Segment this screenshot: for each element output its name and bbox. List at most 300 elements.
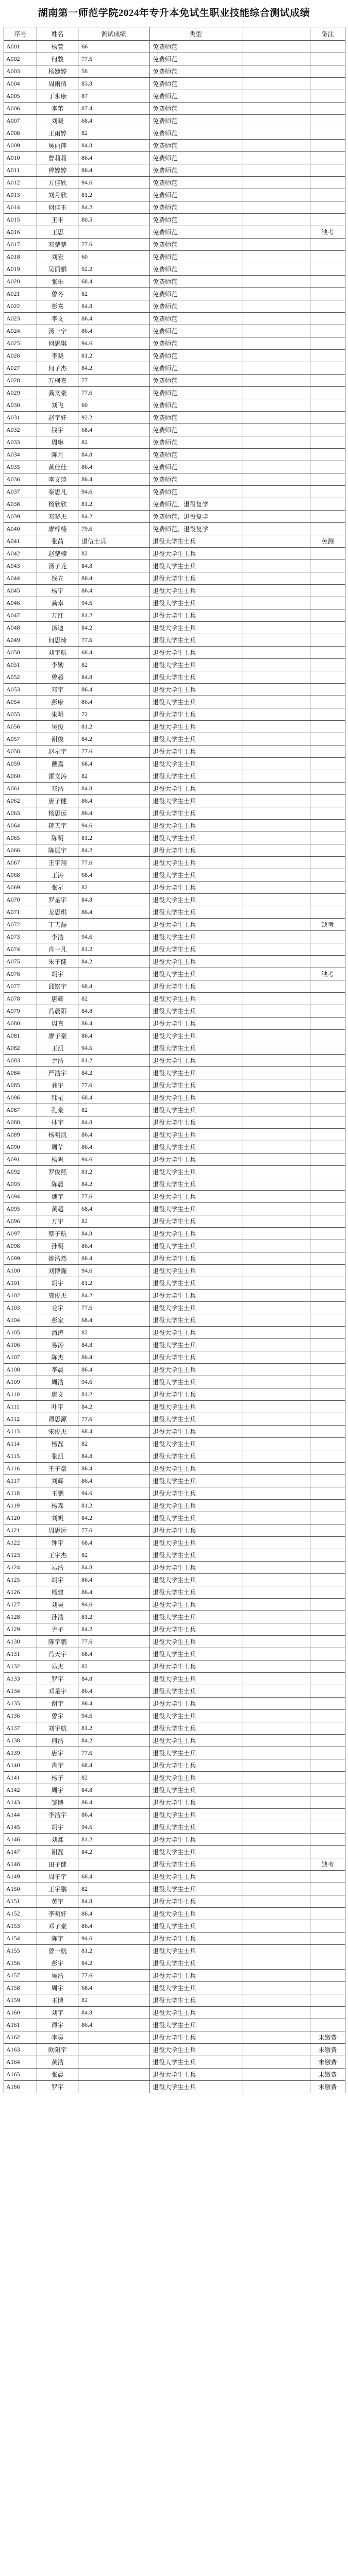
row-blank [242, 337, 310, 350]
row-remark: 未缴费 [310, 2031, 345, 2044]
row-type: 退役大学生士兵 [150, 560, 242, 572]
table-row [4, 1178, 345, 1191]
row-type: 退役大学生士兵 [150, 1042, 242, 1055]
row-name: 赵楚楠 [37, 548, 78, 560]
row-type: 退役大学生士兵 [150, 1351, 242, 1364]
row-id: A110 [4, 1388, 37, 1401]
row-score: 84.2 [78, 1290, 150, 1302]
row-id: A115 [4, 1450, 37, 1463]
table-row [4, 1104, 345, 1116]
row-name: 龙宇 [37, 1302, 78, 1314]
row-remark [310, 412, 345, 424]
row-remark [310, 313, 345, 325]
row-remark [310, 1252, 345, 1265]
row-type: 退役大学生士兵 [150, 1846, 242, 1858]
row-blank [242, 177, 310, 189]
row-name: 吴俊 [37, 721, 78, 733]
row-type: 退役大学生士兵 [150, 1067, 242, 1079]
row-type: 退役大学生士兵 [150, 1129, 242, 1141]
row-score: 60 [78, 251, 150, 263]
row-type: 退役大学生士兵 [150, 1586, 242, 1599]
row-score: 86.4 [78, 696, 150, 708]
table-row [4, 622, 345, 634]
row-remark [310, 1759, 345, 1772]
row-remark [310, 1933, 345, 1945]
table-row [4, 1858, 345, 1871]
row-remark [310, 597, 345, 609]
table-row [4, 1203, 345, 1215]
row-type: 退役大学生士兵 [150, 1413, 242, 1426]
row-id: A079 [4, 1005, 37, 1018]
row-remark [310, 869, 345, 882]
table-row [4, 1376, 345, 1388]
row-score: 77.6 [78, 634, 150, 647]
table-row [4, 140, 345, 152]
row-blank [242, 2044, 310, 2056]
row-remark [310, 1735, 345, 1747]
row-name: 黄宇 [37, 1895, 78, 1908]
table-row [4, 1215, 345, 1228]
row-type: 退役大学生士兵 [150, 2031, 242, 2044]
row-score [78, 2056, 150, 2069]
row-remark [310, 820, 345, 832]
row-name: 王雨婷 [37, 127, 78, 140]
row-id: A163 [4, 2044, 37, 2056]
row-id: A067 [4, 857, 37, 869]
row-blank [242, 1908, 310, 1920]
row-name: 钟宇 [37, 1537, 78, 1549]
row-remark [310, 1871, 345, 1883]
table-row [4, 511, 345, 523]
row-score: 82 [78, 1660, 150, 1673]
row-id: A084 [4, 1067, 37, 1079]
row-score: 82 [78, 1438, 150, 1450]
row-score: 77.6 [78, 1302, 150, 1314]
row-score: 82 [78, 436, 150, 449]
table-row [4, 164, 345, 177]
row-score: 68.4 [78, 1648, 150, 1660]
row-name: 周宇 [37, 1784, 78, 1797]
row-blank [242, 1759, 310, 1772]
row-type: 退役大学生士兵 [150, 857, 242, 869]
row-name: 孙浩 [37, 1611, 78, 1623]
row-type: 退役大学生士兵 [150, 1648, 242, 1660]
row-blank [242, 993, 310, 1005]
row-id: A065 [4, 832, 37, 844]
row-name: 王子豪 [37, 1463, 78, 1475]
row-remark [310, 288, 345, 300]
table-row [4, 980, 345, 993]
table-row [4, 1463, 345, 1475]
header-name: 姓名 [37, 27, 78, 41]
row-name: 肖一凡 [37, 943, 78, 956]
row-id: A147 [4, 1846, 37, 1858]
row-id: A003 [4, 65, 37, 78]
row-score: 84.8 [78, 1673, 150, 1685]
row-score [78, 2031, 150, 2044]
row-score: 84.2 [78, 733, 150, 745]
row-id: A130 [4, 1636, 37, 1648]
row-score: 84.2 [78, 1735, 150, 1747]
row-type: 退役大学生士兵 [150, 597, 242, 609]
row-id: A142 [4, 1784, 37, 1797]
row-blank [242, 1475, 310, 1487]
row-score: 84.8 [78, 1450, 150, 1463]
table-row [4, 424, 345, 436]
row-blank [242, 412, 310, 424]
row-remark [310, 1957, 345, 1970]
row-score: 80.5 [78, 214, 150, 226]
row-score: 68.4 [78, 1537, 150, 1549]
header-type: 类型 [150, 27, 242, 41]
row-blank [242, 1339, 310, 1351]
row-type: 退役大学生士兵 [150, 659, 242, 671]
row-type: 退役大学生士兵 [150, 1858, 242, 1871]
row-name: 张凯 [37, 1450, 78, 1463]
row-type: 免费师范 [150, 78, 242, 90]
row-blank [242, 894, 310, 906]
row-type: 退役大学生士兵 [150, 820, 242, 832]
row-name: 李蕾 [37, 103, 78, 115]
row-type: 退役大学生士兵 [150, 1166, 242, 1178]
row-id: A093 [4, 1178, 37, 1191]
row-type: 退役大学生士兵 [150, 1018, 242, 1030]
row-type: 退役大学生士兵 [150, 1994, 242, 2007]
row-blank [242, 1834, 310, 1846]
table-row [4, 1265, 345, 1277]
table-row [4, 1067, 345, 1079]
row-id: A117 [4, 1475, 37, 1487]
row-score: 82 [78, 1772, 150, 1784]
row-blank [242, 1141, 310, 1154]
row-name: 易浩 [37, 1562, 78, 1574]
row-remark [310, 894, 345, 906]
row-type: 免费师范 [150, 412, 242, 424]
row-remark [310, 572, 345, 585]
row-id: A113 [4, 1426, 37, 1438]
row-blank [242, 461, 310, 473]
row-name: 邓宇 [37, 684, 78, 696]
row-id: A122 [4, 1537, 37, 1549]
table-row [4, 375, 345, 387]
row-id: A030 [4, 399, 37, 412]
row-remark [310, 1970, 345, 1982]
row-id: A035 [4, 461, 37, 473]
row-blank [242, 251, 310, 263]
row-type: 免费师范 [150, 436, 242, 449]
table-row [4, 1252, 345, 1265]
row-blank [242, 2007, 310, 2019]
row-score: 84.8 [78, 1228, 150, 1240]
row-score [78, 2069, 150, 2081]
row-score: 84.8 [78, 300, 150, 313]
row-score: 82 [78, 1104, 150, 1116]
table-row [4, 1883, 345, 1895]
row-score: 94.6 [78, 486, 150, 498]
row-type: 退役大学生士兵 [150, 1933, 242, 1945]
row-blank [242, 708, 310, 721]
row-type: 退役大学生士兵 [150, 1500, 242, 1512]
row-id: A165 [4, 2069, 37, 2081]
table-row [4, 807, 345, 820]
row-name: 汤子龙 [37, 560, 78, 572]
row-type: 退役大学生士兵 [150, 1030, 242, 1042]
row-type: 退役大学生士兵 [150, 1314, 242, 1327]
row-type: 免费师范 [150, 300, 242, 313]
row-remark [310, 1599, 345, 1611]
row-type: 退役大学生士兵 [150, 1982, 242, 1994]
row-id: A100 [4, 1265, 37, 1277]
table-row [4, 1871, 345, 1883]
row-remark [310, 1834, 345, 1846]
row-name: 谢俊 [37, 733, 78, 745]
row-score: 87.4 [78, 103, 150, 115]
row-remark [310, 1042, 345, 1055]
row-score: 81.2 [78, 1722, 150, 1735]
row-remark [310, 1710, 345, 1722]
table-row [4, 1970, 345, 1982]
row-remark [310, 634, 345, 647]
row-blank [242, 300, 310, 313]
row-name: 宋俊杰 [37, 1426, 78, 1438]
row-remark [310, 523, 345, 535]
row-score: 84.8 [78, 894, 150, 906]
row-name: 罗宇 [37, 1673, 78, 1685]
row-type: 退役大学生士兵 [150, 1920, 242, 1933]
table-row [4, 906, 345, 919]
row-blank [242, 931, 310, 943]
table-row [4, 758, 345, 770]
row-name: 何骏 [37, 53, 78, 65]
row-blank [242, 1104, 310, 1116]
row-name: 陈宇 [37, 1933, 78, 1945]
row-score: 82 [78, 1883, 150, 1895]
row-type: 退役大学生士兵 [150, 770, 242, 783]
row-blank [242, 745, 310, 758]
row-id: A057 [4, 733, 37, 745]
row-blank [242, 684, 310, 696]
row-name: 王宇翔 [37, 857, 78, 869]
table-row [4, 1512, 345, 1524]
row-blank [242, 90, 310, 103]
row-score: 94.6 [78, 1710, 150, 1722]
row-blank [242, 1809, 310, 1821]
table-row [4, 1945, 345, 1957]
row-type: 退役大学生士兵 [150, 1104, 242, 1116]
table-row [4, 2056, 345, 2069]
row-blank [242, 572, 310, 585]
table-row [4, 1549, 345, 1562]
row-id: A135 [4, 1698, 37, 1710]
row-type: 免费师范、退役复学 [150, 511, 242, 523]
row-name: 钱立 [37, 572, 78, 585]
row-remark [310, 696, 345, 708]
row-id: A058 [4, 745, 37, 758]
row-id: A152 [4, 1908, 37, 1920]
row-remark [310, 1797, 345, 1809]
table-row [4, 1302, 345, 1314]
row-id: A018 [4, 251, 37, 263]
row-blank [242, 1933, 310, 1945]
row-score [78, 1858, 150, 1871]
table-row [4, 1574, 345, 1586]
row-name: 彭宇 [37, 1957, 78, 1970]
table-row [4, 647, 345, 659]
table-row [4, 1747, 345, 1759]
row-name: 罗宇 [37, 2081, 78, 2093]
row-blank [242, 1154, 310, 1166]
row-score: 84.2 [78, 1623, 150, 1636]
row-score: 86.4 [78, 164, 150, 177]
row-type: 退役大学生士兵 [150, 708, 242, 721]
row-id: A028 [4, 375, 37, 387]
table-row [4, 894, 345, 906]
row-score: 86.4 [78, 473, 150, 486]
row-remark [310, 1079, 345, 1092]
row-score [78, 919, 150, 931]
row-type: 退役大学生士兵 [150, 1512, 242, 1524]
table-row [4, 783, 345, 795]
row-id: A161 [4, 2019, 37, 2031]
row-type: 免费师范、退役复学 [150, 498, 242, 511]
row-score: 86.4 [78, 1129, 150, 1141]
table-row [4, 1994, 345, 2007]
row-type: 退役大学生士兵 [150, 1970, 242, 1982]
table-row [4, 560, 345, 572]
row-name: 邓子豪 [37, 1920, 78, 1933]
row-score: 86.4 [78, 795, 150, 807]
row-score: 86.4 [78, 1252, 150, 1265]
row-remark [310, 449, 345, 461]
row-score: 77.6 [78, 1524, 150, 1537]
row-blank [242, 968, 310, 980]
table-row [4, 362, 345, 375]
row-type: 免费师范 [150, 461, 242, 473]
row-id: A088 [4, 1116, 37, 1129]
row-name: 杨宁 [37, 585, 78, 597]
row-id: A027 [4, 362, 37, 375]
row-type: 退役大学生士兵 [150, 1537, 242, 1549]
row-remark [310, 1698, 345, 1710]
row-blank [242, 375, 310, 387]
row-blank [242, 1067, 310, 1079]
row-type: 退役大学生士兵 [150, 733, 242, 745]
table-row [4, 103, 345, 115]
table-row [4, 1599, 345, 1611]
row-name: 朱子健 [37, 956, 78, 968]
row-score: 77.6 [78, 239, 150, 251]
row-id: A060 [4, 770, 37, 783]
table-row [4, 1821, 345, 1834]
row-score: 68.4 [78, 1982, 150, 1994]
row-score: 68.4 [78, 1092, 150, 1104]
row-id: A071 [4, 906, 37, 919]
row-id: A108 [4, 1364, 37, 1376]
row-name: 周宇 [37, 1982, 78, 1994]
row-name: 秦思凡 [37, 486, 78, 498]
row-type: 退役大学生士兵 [150, 1191, 242, 1203]
row-name: 刘飞 [37, 399, 78, 412]
row-type: 免费师范 [150, 127, 242, 140]
row-type: 退役大学生士兵 [150, 2081, 242, 2093]
row-blank [242, 597, 310, 609]
row-type: 退役大学生士兵 [150, 2007, 242, 2019]
row-score: 81.2 [78, 1277, 150, 1290]
row-remark [310, 659, 345, 671]
row-id: A114 [4, 1438, 37, 1450]
row-name: 孔豪 [37, 1104, 78, 1116]
row-name: 胡宇 [37, 968, 78, 980]
row-score: 82 [78, 548, 150, 560]
row-type: 退役大学生士兵 [150, 1463, 242, 1475]
row-blank [242, 1413, 310, 1426]
row-remark [310, 399, 345, 412]
row-remark: 缺考 [310, 226, 345, 239]
row-remark [310, 436, 345, 449]
row-id: A012 [4, 177, 37, 189]
row-id: A083 [4, 1055, 37, 1067]
row-type: 免费师范 [150, 164, 242, 177]
row-name: 周浩 [37, 1376, 78, 1388]
row-id: A009 [4, 140, 37, 152]
row-id: A137 [4, 1722, 37, 1735]
row-blank [242, 1166, 310, 1178]
table-row [4, 2069, 345, 2081]
row-score: 68.4 [78, 1426, 150, 1438]
row-type: 退役大学生士兵 [150, 956, 242, 968]
table-row [4, 1586, 345, 1599]
table-row [4, 1636, 345, 1648]
row-name: 周思远 [37, 1524, 78, 1537]
row-score: 94.6 [78, 1599, 150, 1611]
row-score: 84.2 [78, 511, 150, 523]
row-blank [242, 1599, 310, 1611]
row-blank [242, 1524, 310, 1537]
row-score: 81.2 [78, 1834, 150, 1846]
row-remark [310, 1240, 345, 1252]
row-score: 77.6 [78, 1747, 150, 1759]
row-type: 退役大学生士兵 [150, 1327, 242, 1339]
row-remark [310, 1883, 345, 1895]
row-type: 退役大学生士兵 [150, 1240, 242, 1252]
row-id: A019 [4, 263, 37, 276]
row-id: A036 [4, 473, 37, 486]
row-score: 84.8 [78, 1005, 150, 1018]
table-row [4, 1685, 345, 1698]
row-score: 86.4 [78, 1141, 150, 1154]
row-score: 82 [78, 770, 150, 783]
row-name: 王思 [37, 226, 78, 239]
row-type: 退役大学生士兵 [150, 684, 242, 696]
table-row [4, 770, 345, 783]
header-blank [242, 27, 310, 41]
row-remark [310, 251, 345, 263]
row-blank [242, 1747, 310, 1759]
row-blank [242, 350, 310, 362]
table-row [4, 1092, 345, 1104]
row-remark [310, 115, 345, 127]
table-row [4, 919, 345, 931]
row-score: 84.8 [78, 1339, 150, 1351]
row-name: 彭嘉 [37, 300, 78, 313]
row-name: 黄超 [37, 1203, 78, 1215]
table-row [4, 1401, 345, 1413]
row-remark [310, 127, 345, 140]
row-remark [310, 276, 345, 288]
row-remark [310, 78, 345, 90]
row-remark [310, 943, 345, 956]
row-remark [310, 1413, 345, 1426]
